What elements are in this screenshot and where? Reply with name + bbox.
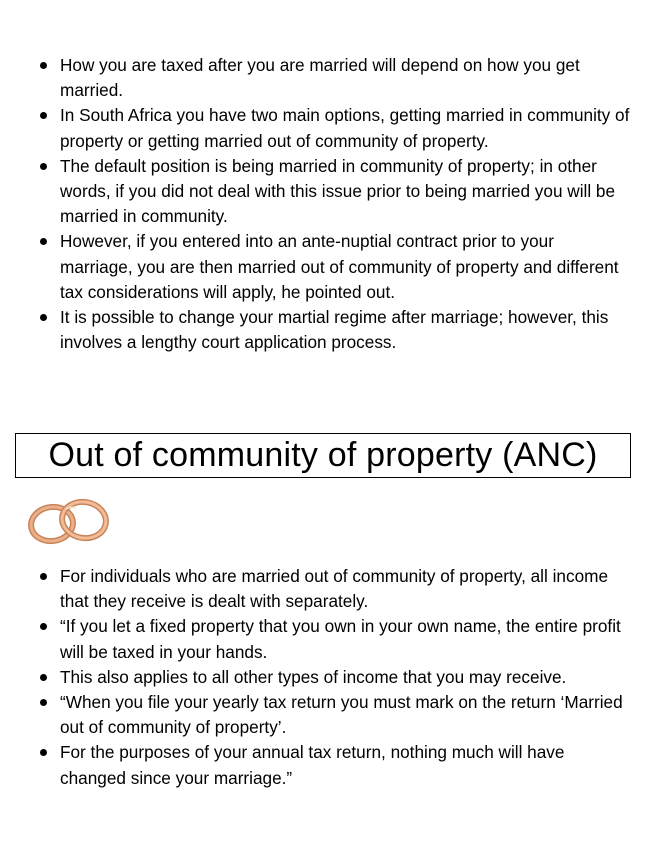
bullet-text: It is possible to change your martial regime after marriage; however, this involves a lengthy court application process.: [60, 307, 609, 353]
bullet-dot: [40, 238, 47, 245]
bullet-dot: [40, 62, 47, 69]
bullet-text: This also applies to all other types of income that you may receive.: [60, 666, 567, 687]
wedding-rings-icon: [26, 496, 112, 548]
list-item: [38, 665, 630, 690]
list-item: [38, 53, 630, 103]
list-item: [38, 103, 630, 153]
bullet-text: “If you let a fixed property that you own in your own name, the entire profit will be taxed in your hands.: [60, 616, 621, 662]
bullet-dot: [40, 749, 47, 756]
anc-bullet-list: [38, 564, 630, 791]
bullet-text: The default position is being married in community of property; in other words, if you did not deal with this issue prior to being married you will be married in community.: [60, 155, 616, 227]
list-item: [38, 614, 630, 664]
list-item: [38, 564, 630, 614]
bullet-dot: [40, 623, 47, 630]
bullet-dot: [40, 699, 47, 706]
list-item: [38, 690, 630, 740]
bullet-text: For individuals who are married out of community of property, all income that they receive is dealt with separately.: [60, 566, 609, 612]
bullet-dot: [40, 674, 47, 681]
marriage-tax-bullet-list: [38, 53, 630, 355]
bullet-text: “When you file your yearly tax return you must mark on the return ‘Married out of community of property’.: [60, 692, 623, 738]
bullet-text: For the purposes of your annual tax return, nothing much will have changed since your marriage.”: [60, 742, 565, 788]
list-item: [38, 305, 630, 355]
list-item: [38, 154, 630, 230]
bullet-dot: [40, 163, 47, 170]
list-item: [38, 229, 630, 305]
bullet-text: How you are taxed after you are married will depend on how you get married.: [60, 55, 580, 101]
bullet-text: However, if you entered into an ante-nuptial contract prior to your marriage, you are then married out of community of property and different tax considerations will apply, he pointed out.: [60, 231, 619, 302]
bullet-text: In South Africa you have two main options, getting married in community of property or getting married out of community of property.: [60, 105, 630, 151]
list-item: [38, 740, 630, 790]
bullet-dot: [40, 573, 47, 580]
bullet-dot: [40, 112, 47, 119]
section-heading: Out of community of property (ANC): [15, 433, 631, 478]
bullet-dot: [40, 314, 47, 321]
